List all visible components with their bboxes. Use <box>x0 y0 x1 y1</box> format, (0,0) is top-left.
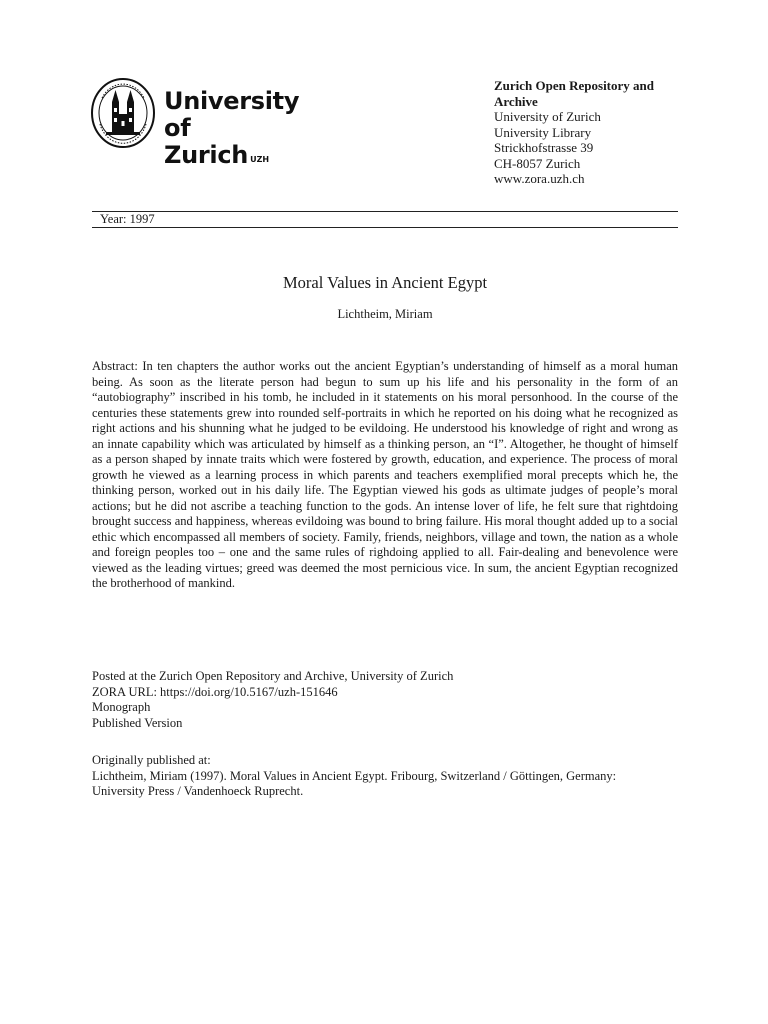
document-title: Moral Values in Ancient Egypt <box>282 273 488 292</box>
repository-address-line: CH-8057 Zurich <box>494 155 581 171</box>
top-rule <box>92 211 678 212</box>
publication-type: Monograph <box>92 700 151 714</box>
repository-address-line: Strickhofstrasse 39 <box>494 140 594 155</box>
citation-line-1: Lichtheim, Miriam (1997). Moral Values in Ancient Egypt. Fribourg, Switzerland / Göttingen, Germany: <box>92 768 617 783</box>
wordmark-uzh: UZH <box>250 155 270 164</box>
posted-line: Posted at the Zurich Open Repository and Archive, University of Zurich <box>92 669 454 683</box>
abstract-text: Abstract: In ten chapters the author works out the ancient Egyptian’s understanding of himself as a moral human being. As soon as the literate person had begun to sum up his life and his personality in the form of an “autobiography” inscribed in his tomb, he included in it statements on his moral personhood. In the course of the centuries these statements grew into rounded self-portraits in which he reported on his doing what he recognized as right actions and his shunning what he judged to be evildoing. He understood his knowledge of right and wrong as an innate capability which was articulated by himself as a thinking person, an “I”. Altogether, he thought of himself as a person shaped by innate traits which were fostered by growth, education, and experience. The process of moral growth he viewed as a learning process in which parents and teachers exemplified moral precepts which he, the thinking person, worked out in his daily life. The Egyptian viewed his gods as ultimate judges of people’s moral actions; but he did not ascribe a teaching function to the gods. An intense lover of life, he felt sure that rightdoing brought success and happiness, whereas evildoing was bound to bring failure. His moral thought added up to a social ethic which encompassed all members of society. Family, friends, neighbors, village and town, the nation as a whole and foreign peoples too – one and the same rules of righdoing applied to all. Fair-dealing and benevolence were viewed as the leading virtues; greed was deemed the most pernicious vice. In sum, the ancient Egyptian recognized the brotherhood of mankind. <box>92 359 678 590</box>
repository-block <box>494 78 694 187</box>
university-seal-icon <box>90 76 158 150</box>
repository-title-line-2: Archive <box>494 93 538 109</box>
wordmark-line-2 <box>164 142 330 169</box>
repository-address-line: University Library <box>494 124 592 140</box>
zora-url[interactable]: ZORA URL: https://doi.org/10.5167/uzh-151646 <box>92 684 338 699</box>
publication-version: Published Version <box>92 715 183 730</box>
citation-line-2: University Press / Vandenhoeck Ruprecht. <box>92 784 304 798</box>
wordmark-zurich: Zurich <box>164 141 249 169</box>
university-wordmark <box>164 88 330 169</box>
original-heading: Originally published at: <box>92 753 211 767</box>
repository-address-line: University of Zurich <box>494 109 601 124</box>
repository-website[interactable]: www.zora.uzh.ch <box>494 171 585 186</box>
year-label: Year: 1997 <box>100 212 155 226</box>
repository-title-line-1: Zurich Open Repository and <box>494 78 654 93</box>
original-publication-block <box>92 753 678 800</box>
university-logo <box>90 76 330 169</box>
bottom-rule <box>92 227 678 228</box>
wordmark-line-1: University of <box>164 87 300 142</box>
posted-block <box>92 669 678 731</box>
document-author: Lichtheim, Miriam <box>337 307 433 321</box>
